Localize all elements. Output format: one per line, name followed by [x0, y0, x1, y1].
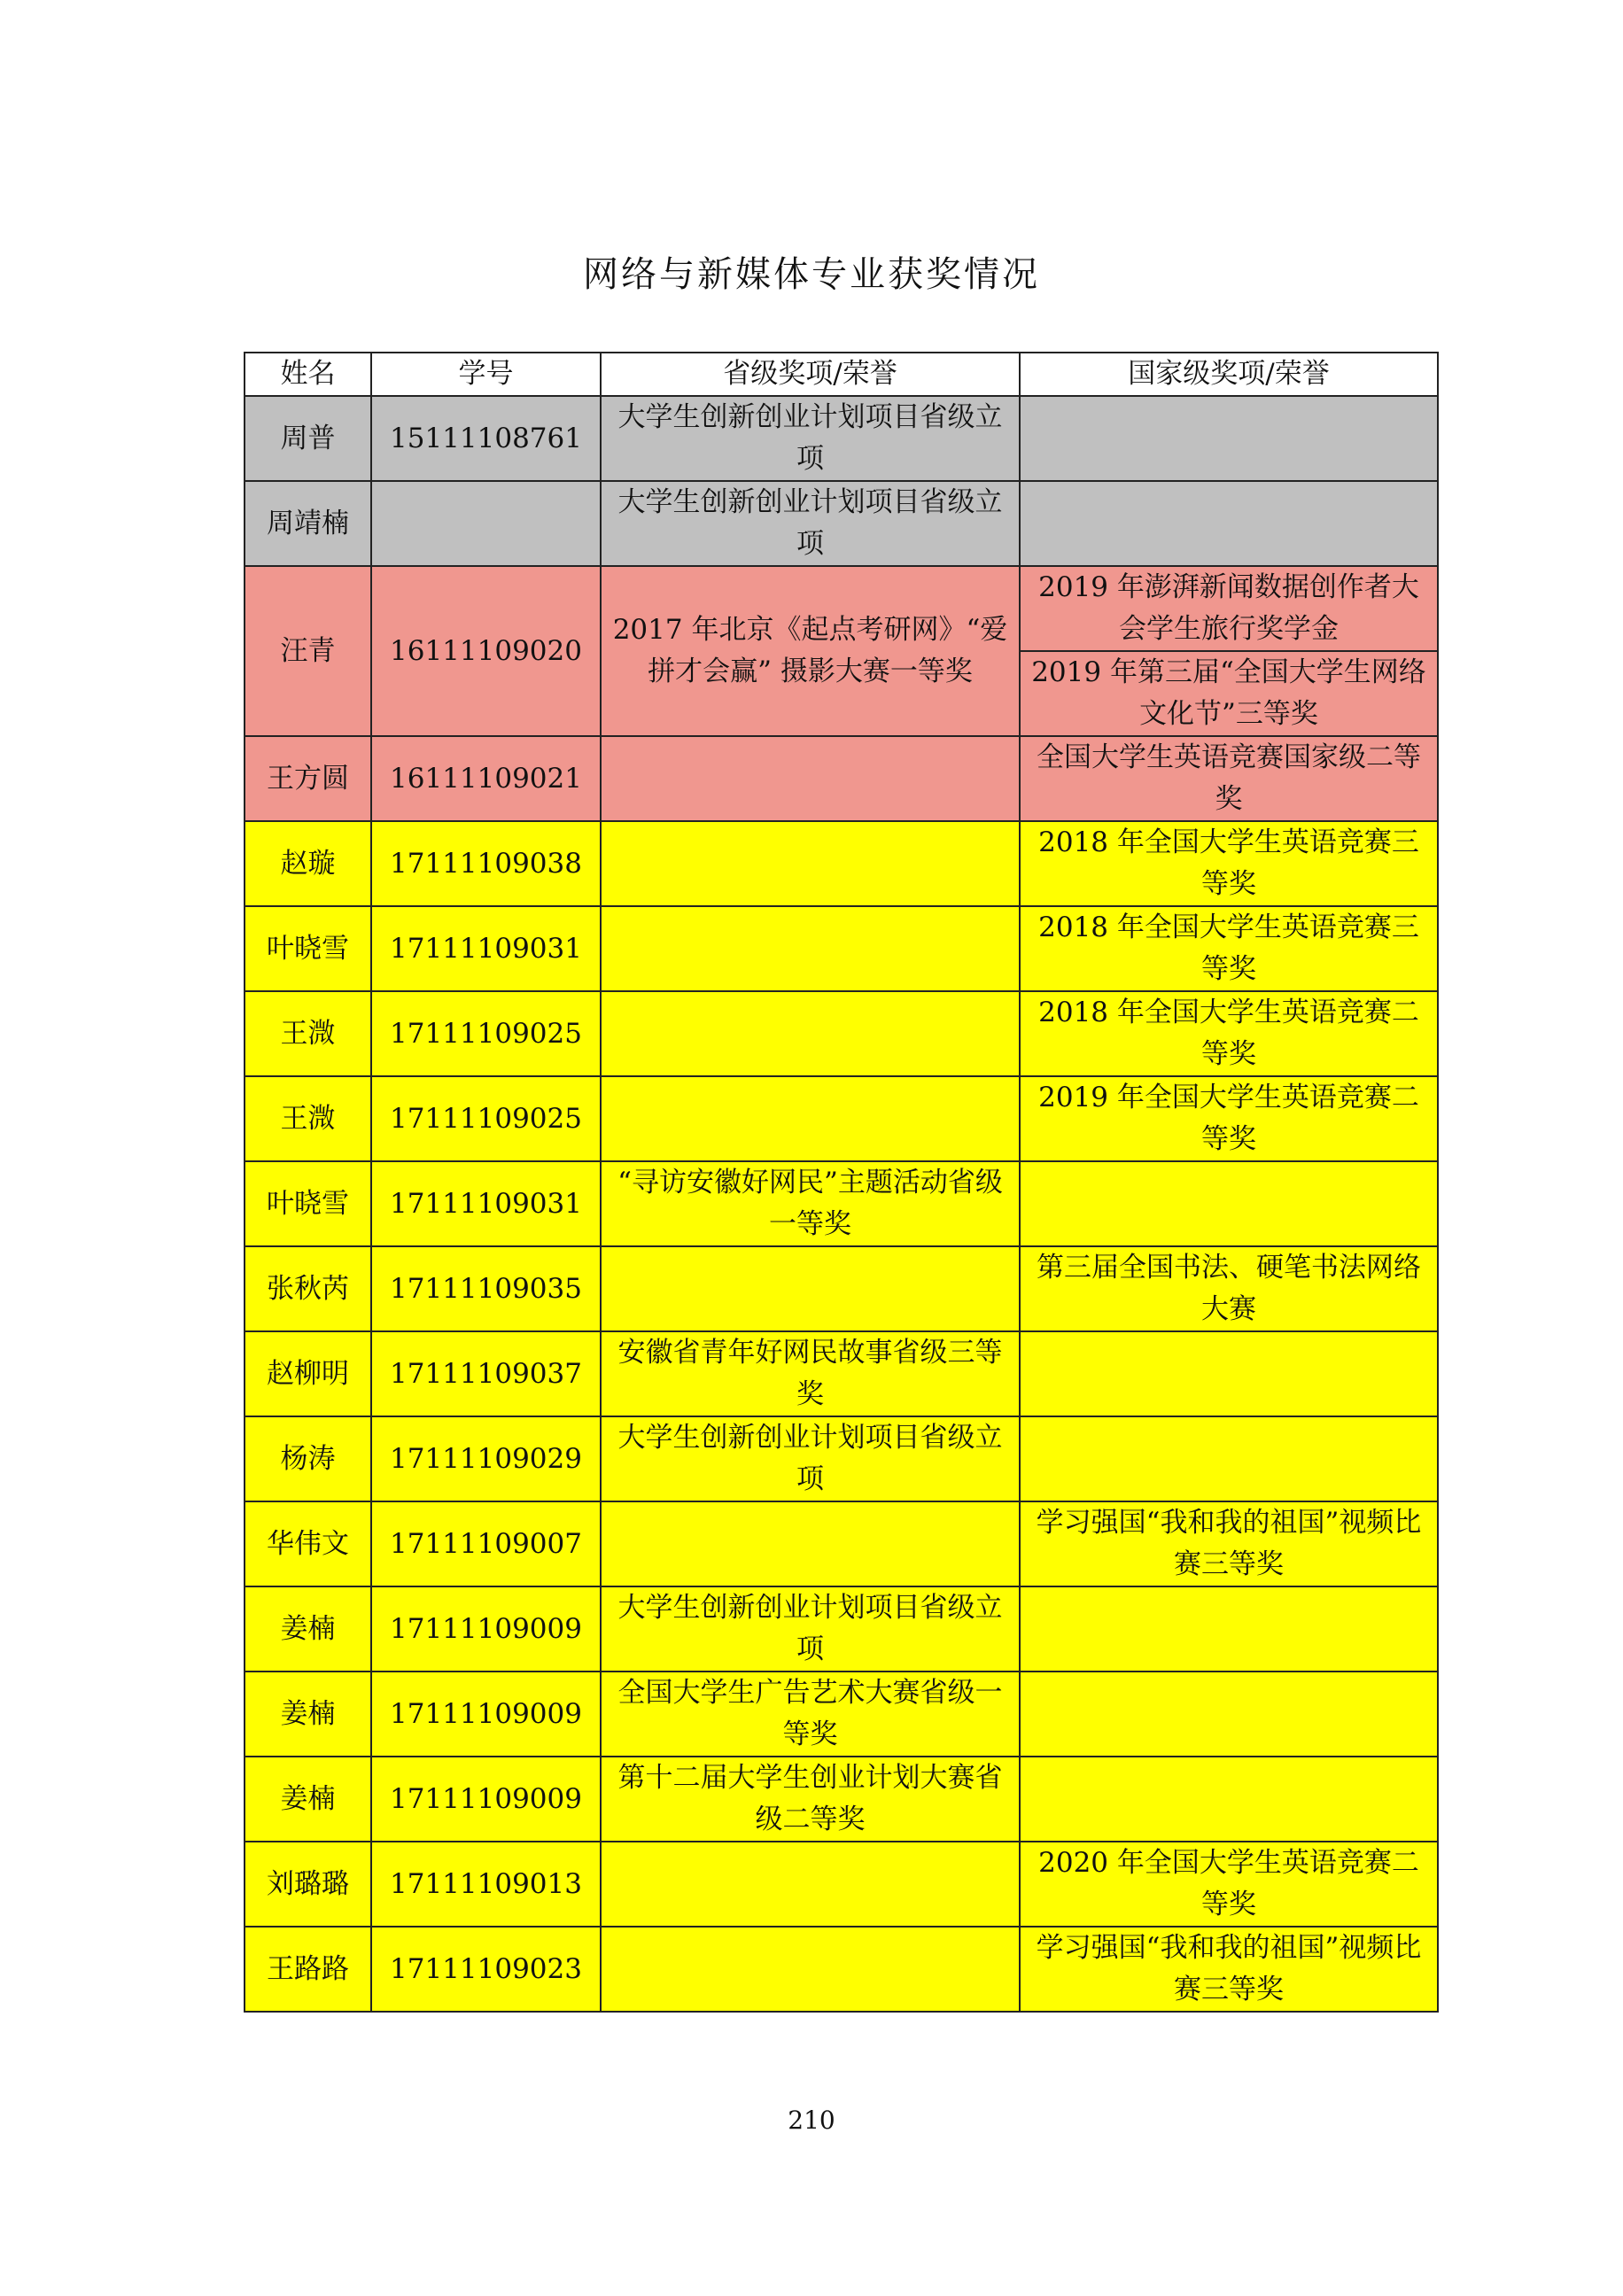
cell-id: 17111109009 — [371, 1757, 601, 1842]
cell-name: 周靖楠 — [245, 481, 371, 566]
table-row — [245, 736, 1438, 821]
cell-national: 2019 年全国大学生英语竞赛二等奖 — [1020, 1076, 1438, 1161]
page-title: 网络与新媒体专业获奖情况 — [583, 254, 1040, 295]
header-name: 姓名 — [245, 353, 371, 396]
cell-national: 学习强国“我和我的祖国”视频比赛三等奖 — [1020, 1927, 1438, 2012]
cell-id: 17111109029 — [371, 1416, 601, 1501]
cell-provincial — [601, 1927, 1020, 2012]
cell-id: 17111109009 — [371, 1672, 601, 1757]
cell-id: 16111109020 — [371, 566, 601, 736]
cell-provincial — [601, 736, 1020, 821]
cell-id: 17111109031 — [371, 1161, 601, 1246]
cell-provincial — [601, 991, 1020, 1076]
cell-national: 2019 年第三届“全国大学生网络文化节”三等奖 — [1020, 651, 1438, 736]
table-row — [245, 566, 1438, 651]
cell-id: 17111109038 — [371, 821, 601, 906]
cell-provincial — [601, 1842, 1020, 1927]
cell-provincial: 大学生创新创业计划项目省级立项 — [601, 1586, 1020, 1672]
cell-national — [1020, 1416, 1438, 1501]
cell-provincial — [601, 906, 1020, 991]
cell-id: 17111109025 — [371, 991, 601, 1076]
cell-provincial: 大学生创新创业计划项目省级立项 — [601, 1416, 1020, 1501]
table-row — [245, 1076, 1438, 1161]
cell-name: 杨涛 — [245, 1416, 371, 1501]
table-row — [245, 481, 1438, 566]
cell-name: 王方圆 — [245, 736, 371, 821]
table-row — [245, 1246, 1438, 1331]
cell-provincial — [601, 1076, 1020, 1161]
cell-id: 17111109023 — [371, 1927, 601, 2012]
table-row — [245, 1331, 1438, 1416]
cell-provincial: 大学生创新创业计划项目省级立项 — [601, 396, 1020, 481]
cell-name: 姜楠 — [245, 1586, 371, 1672]
table-row — [245, 821, 1438, 906]
cell-name: 姜楠 — [245, 1672, 371, 1757]
cell-provincial: 全国大学生广告艺术大赛省级一等奖 — [601, 1672, 1020, 1757]
cell-name: 周普 — [245, 396, 371, 481]
cell-national — [1020, 1757, 1438, 1842]
cell-id: 17111109025 — [371, 1076, 601, 1161]
table-header-row — [245, 353, 1438, 396]
table-row — [245, 1161, 1438, 1246]
awards-table — [244, 352, 1439, 2013]
table-row — [245, 1501, 1438, 1586]
cell-provincial: 第十二届大学生创业计划大赛省级二等奖 — [601, 1757, 1020, 1842]
cell-id: 17111109037 — [371, 1331, 601, 1416]
cell-name: 华伟文 — [245, 1501, 371, 1586]
header-provincial: 省级奖项/荣誉 — [601, 353, 1020, 396]
cell-provincial: 大学生创新创业计划项目省级立项 — [601, 481, 1020, 566]
cell-name: 王溦 — [245, 991, 371, 1076]
cell-name: 赵柳明 — [245, 1331, 371, 1416]
cell-id: 16111109021 — [371, 736, 601, 821]
cell-name: 赵璇 — [245, 821, 371, 906]
table-row — [245, 1672, 1438, 1757]
cell-provincial — [601, 1246, 1020, 1331]
page-number: 210 — [788, 2106, 835, 2135]
cell-name: 刘璐璐 — [245, 1842, 371, 1927]
cell-provincial: 安徽省青年好网民故事省级三等奖 — [601, 1331, 1020, 1416]
cell-id: 17111109013 — [371, 1842, 601, 1927]
table-row — [245, 1927, 1438, 2012]
cell-national — [1020, 1161, 1438, 1246]
table-row — [245, 1416, 1438, 1501]
cell-national — [1020, 1586, 1438, 1672]
cell-id: 15111108761 — [371, 396, 601, 481]
cell-name: 张秋芮 — [245, 1246, 371, 1331]
cell-national: 2018 年全国大学生英语竞赛三等奖 — [1020, 821, 1438, 906]
table-row — [245, 906, 1438, 991]
cell-id — [371, 481, 601, 566]
table-row — [245, 1842, 1438, 1927]
header-national: 国家级奖项/荣誉 — [1020, 353, 1438, 396]
cell-provincial — [601, 821, 1020, 906]
table-row — [245, 396, 1438, 481]
cell-national — [1020, 1331, 1438, 1416]
cell-national: 2019 年澎湃新闻数据创作者大会学生旅行奖学金 — [1020, 566, 1438, 651]
table-row — [245, 991, 1438, 1076]
cell-name: 叶晓雪 — [245, 1161, 371, 1246]
cell-id: 17111109009 — [371, 1586, 601, 1672]
cell-id: 17111109035 — [371, 1246, 601, 1331]
cell-national — [1020, 396, 1438, 481]
cell-national: 学习强国“我和我的祖国”视频比赛三等奖 — [1020, 1501, 1438, 1586]
cell-name: 叶晓雪 — [245, 906, 371, 991]
cell-national: 2018 年全国大学生英语竞赛二等奖 — [1020, 991, 1438, 1076]
cell-national: 全国大学生英语竞赛国家级二等奖 — [1020, 736, 1438, 821]
cell-name: 姜楠 — [245, 1757, 371, 1842]
cell-national: 2018 年全国大学生英语竞赛三等奖 — [1020, 906, 1438, 991]
cell-provincial — [601, 1501, 1020, 1586]
cell-id: 17111109007 — [371, 1501, 601, 1586]
cell-national: 第三届全国书法、硬笔书法网络大赛 — [1020, 1246, 1438, 1331]
cell-provincial: “寻访安徽好网民”主题活动省级一等奖 — [601, 1161, 1020, 1246]
table-row — [245, 1586, 1438, 1672]
header-id: 学号 — [371, 353, 601, 396]
cell-name: 王溦 — [245, 1076, 371, 1161]
cell-national: 2020 年全国大学生英语竞赛二等奖 — [1020, 1842, 1438, 1927]
cell-provincial: 2017 年北京《起点考研网》“爱拼才会赢” 摄影大赛一等奖 — [601, 566, 1020, 736]
cell-name: 汪青 — [245, 566, 371, 736]
table-row — [245, 1757, 1438, 1842]
cell-national — [1020, 481, 1438, 566]
cell-name: 王路路 — [245, 1927, 371, 2012]
cell-id: 17111109031 — [371, 906, 601, 991]
cell-national — [1020, 1672, 1438, 1757]
